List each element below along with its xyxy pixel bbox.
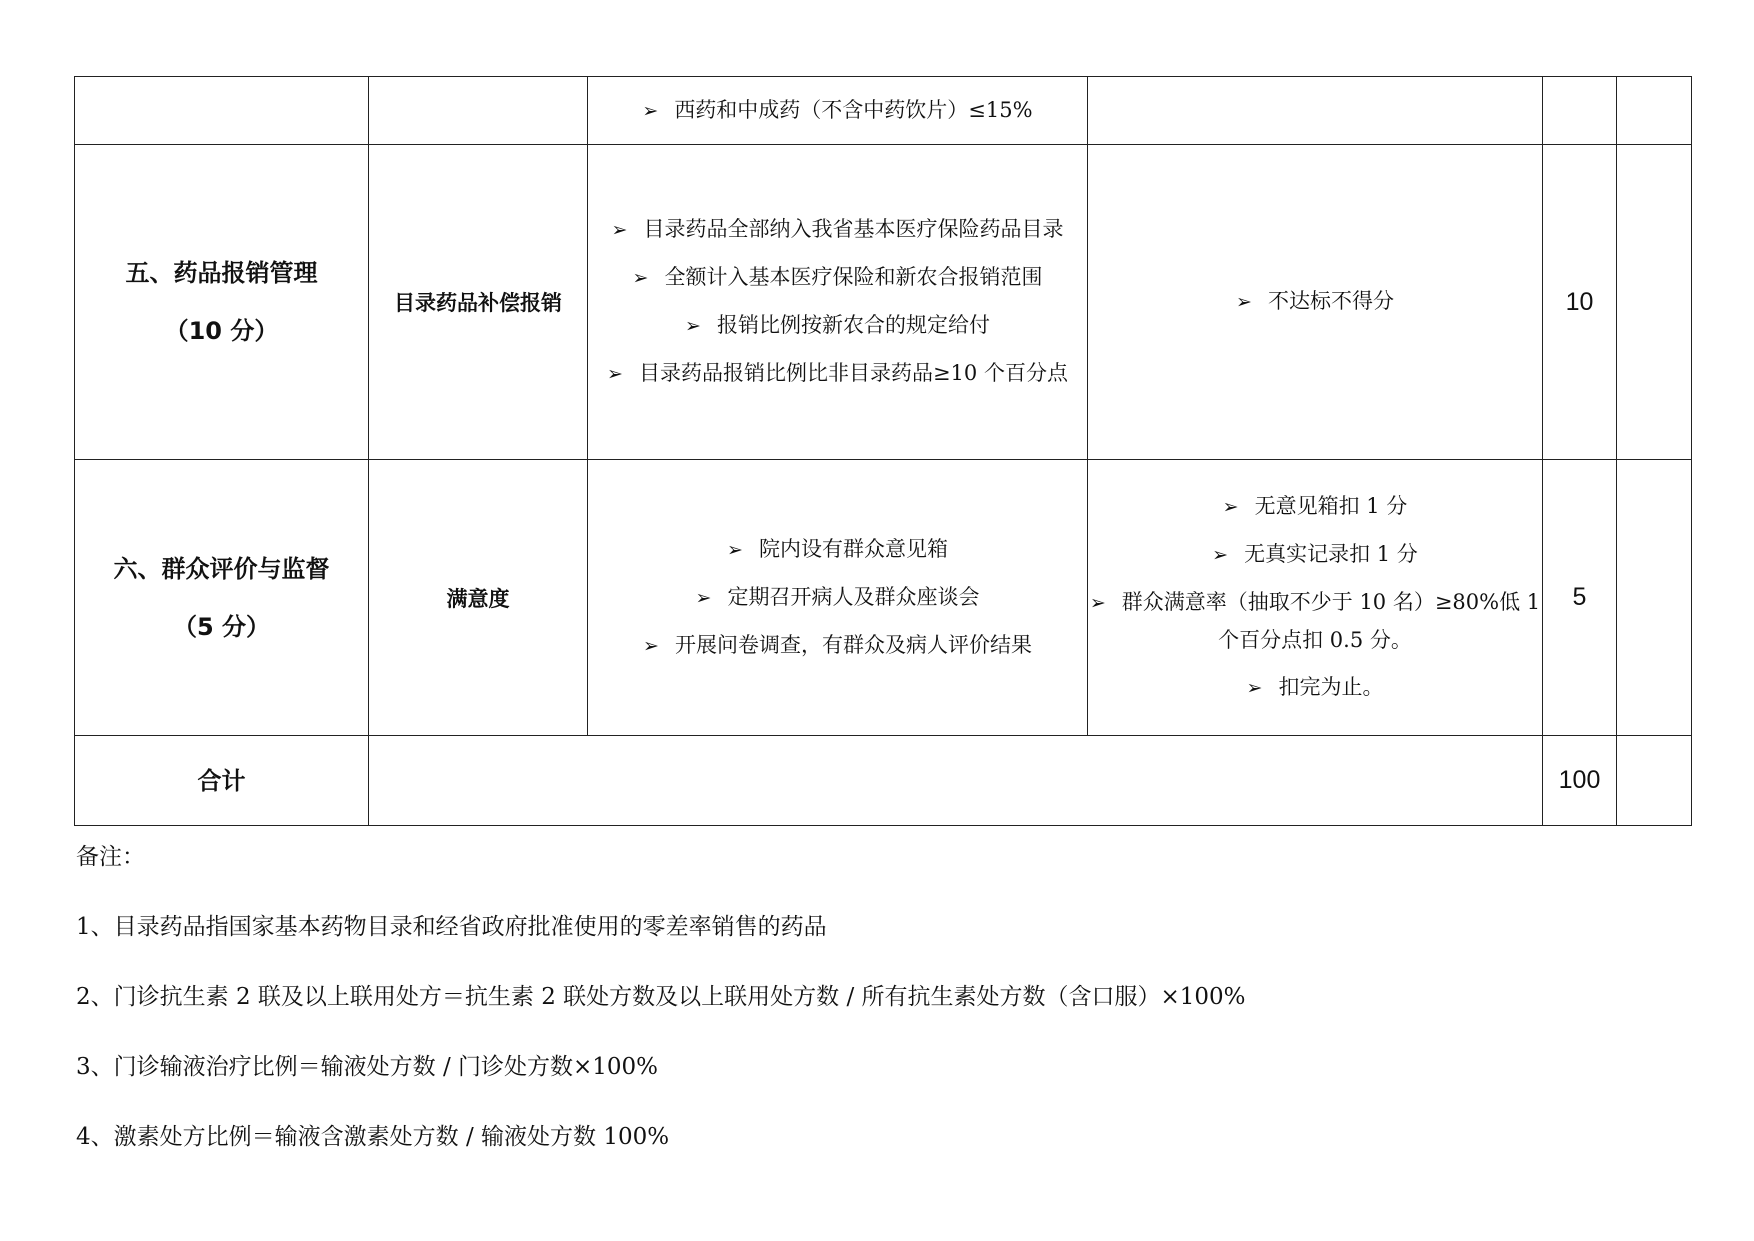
bullet-arrow-icon: ➢: [1236, 291, 1252, 313]
bullet-arrow-icon: ➢: [1222, 496, 1239, 518]
total-empty-cell: [369, 736, 1543, 826]
category-score: （5 分）: [172, 612, 271, 641]
bullet-arrow-icon: ➢: [611, 219, 628, 241]
actual-score-cell: [1617, 736, 1692, 826]
table-row: [75, 77, 1692, 145]
table-row: [75, 460, 1692, 736]
category-cell: [75, 145, 369, 460]
note-item: 2、门诊抗生素 2 联及以上联用处方＝抗生素 2 联处方数及以上联用处方数 / 所有抗生素处方数（含口服）×100%: [76, 984, 1246, 1010]
list-item: ➢ 无意见箱扣 1 分: [1222, 494, 1408, 518]
notes-heading: 备注：: [76, 844, 145, 870]
item-cell: 目录药品补偿报销: [369, 145, 588, 460]
bullet-arrow-icon: ➢: [695, 586, 712, 609]
bullet-arrow-icon: ➢: [1246, 677, 1263, 699]
list-item: ➢ 报销比例按新农合的规定给付: [685, 313, 990, 337]
list-item: ➢ 扣完为止。: [1246, 675, 1384, 699]
list-item: ➢ 全额计入基本医疗保险和新农合报销范围: [632, 265, 1043, 289]
list-item: ➢ 西药和中成药（不含中药饮片）≤15%: [642, 97, 1033, 122]
list-item: ➢ 不达标不得分: [1236, 289, 1394, 313]
list-item: ➢ 目录药品报销比例比非目录药品≥10 个百分点: [607, 361, 1068, 385]
evaluation-table: [74, 76, 1692, 826]
table-row: [75, 145, 1692, 460]
score-cell: [1543, 77, 1617, 145]
actual-score-cell: [1617, 145, 1692, 460]
actual-score-cell: [1617, 460, 1692, 736]
category-score: （10 分）: [164, 317, 279, 345]
list-item: ➢ 定期召开病人及群众座谈会: [695, 584, 980, 609]
bullet-arrow-icon: ➢: [642, 99, 659, 122]
list-item: ➢ 院内设有群众意见箱: [727, 536, 948, 561]
bullet-arrow-icon: ➢: [607, 363, 623, 385]
category-cell: [75, 77, 369, 145]
total-row: [75, 736, 1692, 826]
item-cell: [369, 77, 588, 145]
criteria-cell: [1088, 460, 1543, 736]
item-cell: 满意度: [369, 460, 588, 736]
score-cell: 10: [1543, 145, 1617, 460]
note-item: 3、门诊输液治疗比例＝输液处方数 / 门诊处方数×100%: [76, 1054, 659, 1080]
bullet-arrow-icon: ➢: [727, 538, 743, 561]
standards-cell: [588, 77, 1088, 145]
total-label: 合计: [75, 736, 369, 826]
criteria-cell: [1088, 77, 1543, 145]
list-item: ➢ 无真实记录扣 1 分: [1212, 542, 1418, 566]
note-item: 1、目录药品指国家基本药物目录和经省政府批准使用的零差率销售的药品: [76, 914, 827, 940]
category-title: 六、群众评价与监督: [113, 554, 330, 583]
actual-score-cell: [1617, 77, 1692, 145]
standards-cell: [588, 145, 1088, 460]
score-cell: 5: [1543, 460, 1617, 736]
bullet-arrow-icon: ➢: [632, 267, 649, 289]
total-score: 100: [1543, 736, 1617, 826]
list-item: ➢ 开展问卷调查，有群众及病人评价结果: [643, 632, 1032, 657]
bullet-arrow-icon: ➢: [1212, 544, 1229, 566]
list-item: ➢ 群众满意率（抽取不少于 10 名）≥80%低 1 个百分点扣 0.5 分。: [1089, 590, 1541, 652]
category-title: 五、药品报销管理: [125, 259, 318, 287]
note-item: 4、激素处方比例＝输液含激素处方数 / 输液处方数 100%: [76, 1124, 670, 1150]
list-item: ➢ 目录药品全部纳入我省基本医疗保险药品目录: [611, 217, 1064, 241]
bullet-arrow-icon: ➢: [685, 315, 701, 337]
bullet-arrow-icon: ➢: [643, 634, 659, 657]
standards-cell: [588, 460, 1088, 736]
category-cell: [75, 460, 369, 736]
criteria-cell: [1088, 145, 1543, 460]
bullet-arrow-icon: ➢: [1089, 592, 1106, 614]
